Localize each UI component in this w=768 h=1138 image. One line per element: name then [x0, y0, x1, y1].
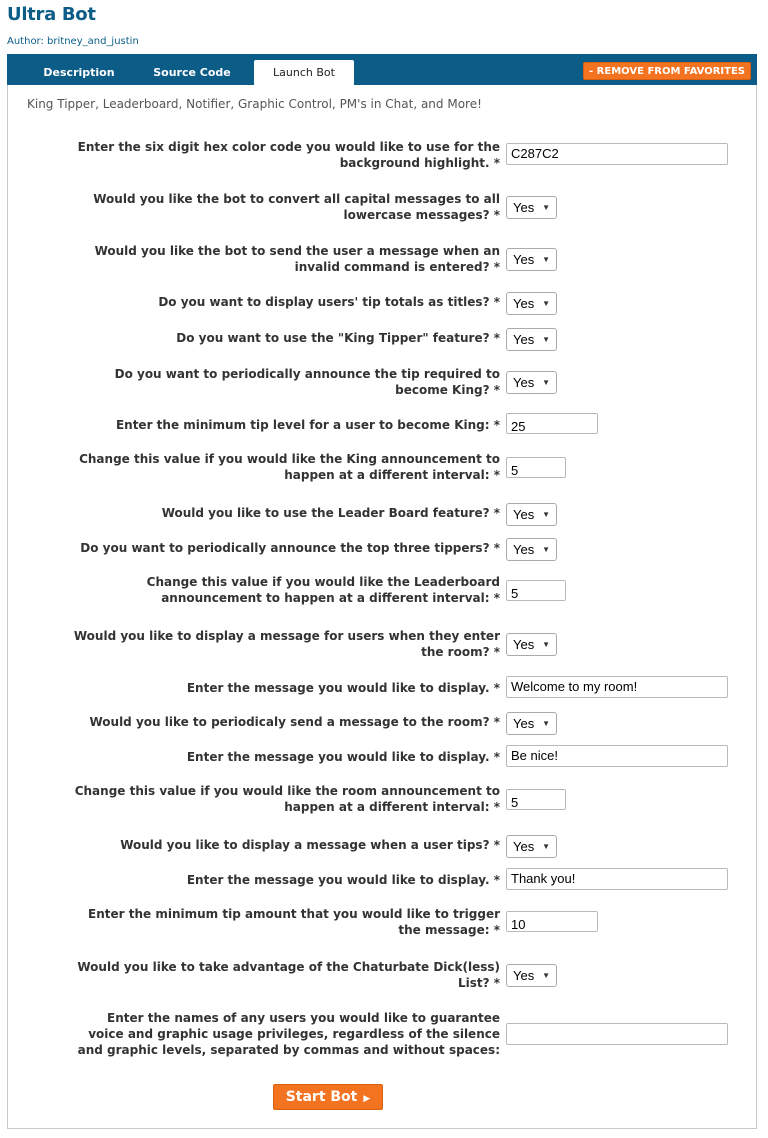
min-tip-trigger-input[interactable]: 10	[506, 911, 598, 932]
field-label: Would you like to display a message when a user tips? *	[120, 838, 500, 852]
select-value: Yes	[513, 296, 535, 311]
field-label: Would you like the bot to send the user a message when an invalid command is entered? *	[94, 244, 500, 274]
field-label: Do you want to periodically announce the tip required to become King? *	[114, 367, 500, 397]
dropdown-caret-icon: ▼	[542, 971, 550, 980]
tab-source-code[interactable]: Source Code	[153, 66, 231, 79]
field-label: Change this value if you would like the King announcement to happen at a different interval: *	[79, 452, 500, 482]
dropdown-caret-icon: ▼	[542, 545, 550, 554]
field-label: Enter the names of any users you would like to guarantee voice and graphic usage privileges, regardless of the silence and graphic levels, separated by commas and without spaces:	[77, 1011, 500, 1057]
select-value: Yes	[513, 200, 535, 215]
select-value: Yes	[513, 332, 535, 347]
field-label: Do you want to display users' tip totals as titles? *	[158, 295, 500, 309]
dropdown-caret-icon: ▼	[542, 378, 550, 387]
select-value: Yes	[513, 637, 535, 652]
field-label: Enter the message you would like to display. *	[186, 750, 500, 764]
king-min-tip-input[interactable]: 25	[506, 413, 598, 434]
king-tipper-select[interactable]	[506, 328, 557, 351]
field-label: Change this value if you would like the room announcement to happen at a different interval: *	[74, 784, 500, 814]
start-bot-label: Start Bot	[285, 1089, 358, 1105]
field-label: Enter the minimum tip amount that you would like to trigger the message: *	[88, 907, 500, 937]
announce-king-select[interactable]	[506, 371, 557, 394]
bot-description: King Tipper, Leaderboard, Notifier, Graphic Control, PM's in Chat, and More!	[27, 97, 482, 111]
dickless-list-select[interactable]	[506, 964, 557, 987]
dropdown-caret-icon: ▼	[542, 640, 550, 649]
field-label: Enter the message you would like to display. *	[186, 873, 500, 887]
dropdown-caret-icon: ▼	[542, 842, 550, 851]
field-label: Would you like to take advantage of the Chaturbate Dick(less) List? *	[77, 960, 500, 990]
select-value: Yes	[513, 542, 535, 557]
tab-description[interactable]: Description	[43, 66, 115, 79]
leaderboard-interval-input[interactable]: 5	[506, 580, 566, 601]
start-bot-button[interactable]	[273, 1084, 383, 1110]
field-label: Change this value if you would like the Leaderboard announcement to happen at a different interval: *	[146, 575, 500, 605]
hex-color-input[interactable]: C287C2	[506, 143, 728, 165]
field-label: Do you want to use the "King Tipper" feature? *	[176, 331, 500, 345]
field-label: Do you want to periodically announce the top three tippers? *	[80, 541, 500, 555]
app-title: Ultra Bot	[7, 4, 96, 25]
launch-panel	[7, 85, 757, 1129]
entry-message-select[interactable]	[506, 633, 557, 656]
room-interval-input[interactable]: 5	[506, 789, 566, 810]
select-value: Yes	[513, 968, 535, 983]
dropdown-caret-icon: ▼	[542, 255, 550, 264]
periodic-message-input[interactable]: Be nice!	[506, 745, 728, 767]
field-label: Would you like to use the Leader Board feature? *	[161, 506, 500, 520]
top-tippers-select[interactable]	[506, 538, 557, 561]
author-line: Author: britney_and_justin	[7, 36, 139, 47]
leaderboard-select[interactable]	[506, 503, 557, 526]
tab-bar	[7, 54, 757, 85]
privileged-users-input[interactable]	[506, 1023, 728, 1045]
periodic-message-select[interactable]	[506, 712, 557, 735]
remove-from-favorites-button[interactable]: - REMOVE FROM FAVORITES	[583, 62, 751, 80]
select-value: Yes	[513, 839, 535, 854]
tab-launch-bot[interactable]: Launch Bot	[254, 60, 354, 85]
dropdown-caret-icon: ▼	[542, 299, 550, 308]
select-value: Yes	[513, 375, 535, 390]
field-label: Would you like to periodicaly send a message to the room? *	[89, 715, 500, 729]
field-label: Enter the minimum tip level for a user to become King: *	[115, 418, 500, 432]
play-arrow-icon: ▶	[363, 1094, 371, 1104]
tip-message-input[interactable]: Thank you!	[506, 868, 728, 890]
dropdown-caret-icon: ▼	[542, 719, 550, 728]
dropdown-caret-icon: ▼	[542, 203, 550, 212]
tip-titles-select[interactable]	[506, 292, 557, 315]
tip-message-select[interactable]	[506, 835, 557, 858]
dropdown-caret-icon: ▼	[542, 510, 550, 519]
lowercase-select[interactable]	[506, 196, 557, 219]
select-value: Yes	[513, 716, 535, 731]
field-label: Enter the message you would like to display. *	[186, 681, 500, 695]
select-value: Yes	[513, 507, 535, 522]
field-label: Would you like the bot to convert all capital messages to all lowercase messages? *	[93, 192, 500, 222]
king-interval-input[interactable]: 5	[506, 457, 566, 478]
dropdown-caret-icon: ▼	[542, 335, 550, 344]
invalid-command-select[interactable]	[506, 248, 557, 271]
entry-message-input[interactable]: Welcome to my room!	[506, 676, 728, 698]
field-label: Would you like to display a message for users when they enter the room? *	[73, 629, 500, 659]
select-value: Yes	[513, 252, 535, 267]
field-label: Enter the six digit hex color code you would like to use for the background highlight. *	[77, 140, 500, 170]
